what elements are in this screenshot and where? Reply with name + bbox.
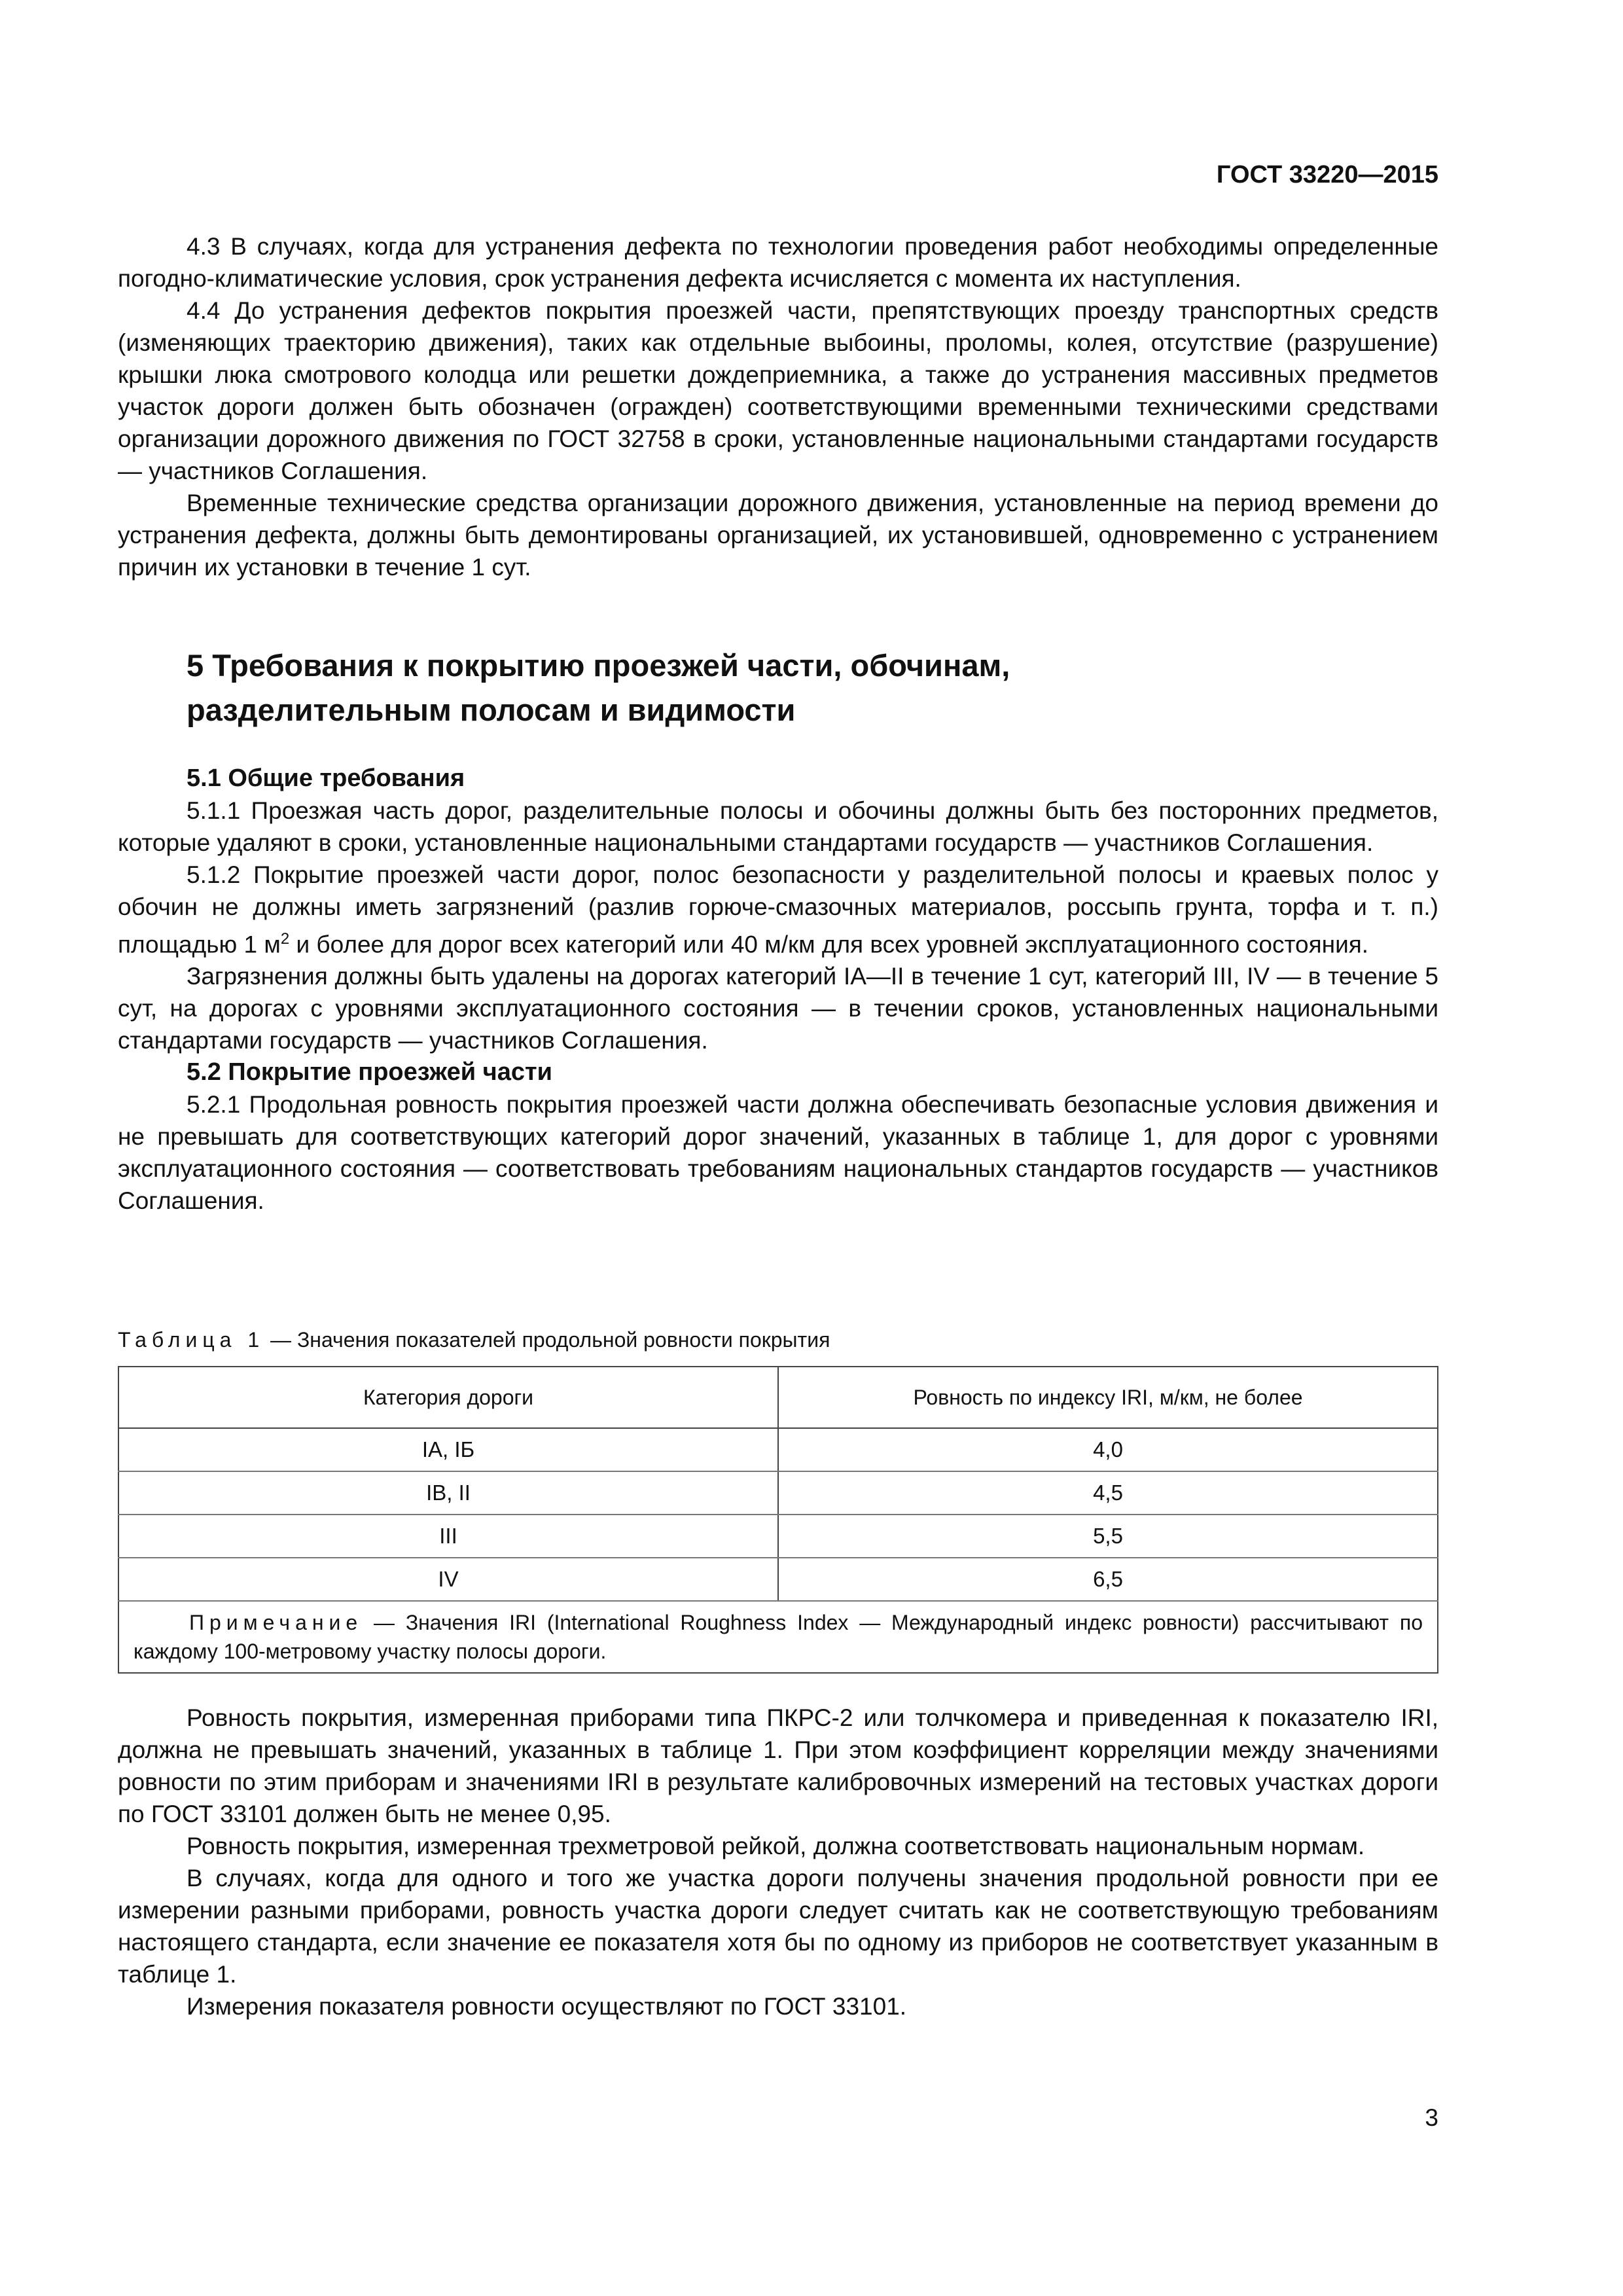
table-row (118, 1558, 1438, 1601)
paragraph-4-3: 4.3 В случаях, когда для устранения дефекта по технологии проведения работ необходимы определенные погодно-климатические условия, срок устранения дефекта исчисляется с момента их наступления. (118, 233, 1438, 292)
section-5-heading (118, 643, 1438, 732)
table-row (118, 1515, 1438, 1558)
paragraph-5-1-2-end: и более для дорог всех категорий или 40 м/км для всех уровней эксплуатационного состояния. (289, 931, 1369, 958)
iri-value-cell: 6,5 (778, 1558, 1438, 1601)
table-row (118, 1428, 1438, 1471)
column-header-category: Категория дороги (118, 1367, 778, 1428)
page-number: 3 (1425, 2104, 1438, 2131)
table-1-caption-text: — Значения показателей продольной ровности покрытия (264, 1328, 830, 1352)
table-1-caption-label: Таблица 1 (118, 1328, 265, 1352)
table-header-row (118, 1367, 1438, 1428)
table-note (118, 1601, 1438, 1673)
section-5-2-title: 5.2 Покрытие проезжей части (187, 1058, 552, 1086)
paragraph-different-devices: В случаях, когда для одного и того же участка дороги получены значения продольной ровности при ее измерении разными приборами, ровность участка дороги следует считать как не соответствующую требованиям настоящего стандарта, если значение ее показателя хотя бы по одному из приборов не соответствует указанным в таблице 1. (118, 1865, 1438, 1988)
superscript-2: 2 (280, 930, 290, 948)
paragraph-pollution-removal: Загрязнения должны быть удалены на дорогах категорий IA—II в течение 1 сут, категорий III, IV — в течение 5 сут, на дорогах с уровнями эксплуатационного состояния — в течении сроков, установленных национальными стандартами государств — участников Соглашения. (118, 963, 1438, 1054)
category-cell: III (118, 1515, 778, 1558)
iri-value-cell: 4,5 (778, 1471, 1438, 1515)
table-1-caption (118, 1325, 1438, 1354)
section-5-title-line-1: 5 Требования к покрытию проезжей части, обочинам, (187, 648, 1010, 683)
paragraph-5-1-1: 5.1.1 Проезжая часть дорог, разделительные полосы и обочины должны быть без посторонних предметов, которые удаляют в сроки, установленные национальными стандартами государств — участников Соглашения. (118, 797, 1438, 856)
paragraph-measurement-standard: Измерения показателя ровности осуществляют по ГОСТ 33101. (187, 1993, 907, 2020)
table-1-block (118, 1325, 1438, 1674)
paragraph-pkrs-evenness: Ровность покрытия, измеренная приборами типа ПКРС-2 или толчкомера и приведенная к показателю IRI, должна не превышать значений, указанных в таблице 1. При этом коэффициент корреляции между значениями ровности по этим приборам и значениями IRI в результате калибровочных измерений на тестовых участках дороги по ГОСТ 33101 должен быть не менее 0,95. (118, 1704, 1438, 1827)
paragraph-4-4: 4.4 До устранения дефектов покрытия проезжей части, препятствующих проезду транспортных средств (изменяющих траекторию движения), таких как отдельные выбоины, проломы, колея, отсутствие (разрушение) крышки люка смотрового колодца или решетки дождеприемника, а также до устранения массивных предметов участок дороги должен быть обозначен (огражден) соответствующими временными техническими средствами организации дорожного движения по ГОСТ 32758 в сроки, установленные национальными стандартами государств — участников Соглашения. (118, 297, 1438, 484)
section-5-1 (118, 762, 1438, 1217)
paragraph-three-meter-rail: Ровность покрытия, измеренная трехметровой рейкой, должна соответствовать национальным нормам. (187, 1833, 1365, 1859)
table-1 (118, 1366, 1438, 1674)
top-paragraphs (118, 230, 1438, 583)
section-5-title-line-2: разделительным полосам и видимости (187, 692, 796, 727)
table-row (118, 1471, 1438, 1515)
iri-value-cell: 4,0 (778, 1428, 1438, 1471)
document-code: ГОСТ 33220—2015 (1216, 161, 1438, 188)
table-note-row (118, 1601, 1438, 1673)
category-cell: IA, IБ (118, 1428, 778, 1471)
paragraph-5-1-2-start: 5.1.2 Покрытие проезжей части дорог, полос безопасности у разделительной полосы и краевых полос у обочин не должны иметь загрязнений (разлив горюче-смазочных материалов, россыпь грунта, торфа и т. п.) площадью 1 м (118, 861, 1438, 958)
category-cell: IV (118, 1558, 778, 1601)
iri-value-cell: 5,5 (778, 1515, 1438, 1558)
table-note-label: Примечание (189, 1611, 363, 1634)
category-cell: IB, II (118, 1471, 778, 1515)
table-note-text: — Значения IRI (International Roughness Index — Международный индекс ровности) рассчитывают по каждому 100-метровому участку полосы дороги. (134, 1611, 1423, 1663)
paragraph-5-1-2 (118, 859, 1438, 960)
paragraph-5-2-1: 5.2.1 Продольная ровность покрытия проезжей части должна обеспечивать безопасные условия движения и не превышать для соответствующих категорий дорог значений, указанных в таблице 1, для дорог с уровнями эксплуатационного состояния — соответствовать требованиям национальных стандартов государств — участников Соглашения. (118, 1091, 1438, 1215)
section-5-1-title: 5.1 Общие требования (187, 764, 465, 792)
paragraph-temporary-means: Временные технические средства организации дорожного движения, установленные на период времени до устранения дефекта, должны быть демонтированы организацией, их установившей, одновременно с устранением причин их установки в течение 1 сут. (118, 490, 1438, 581)
column-header-iri: Ровность по индексу IRI, м/км, не более (778, 1367, 1438, 1428)
bottom-paragraphs (118, 1702, 1438, 2022)
